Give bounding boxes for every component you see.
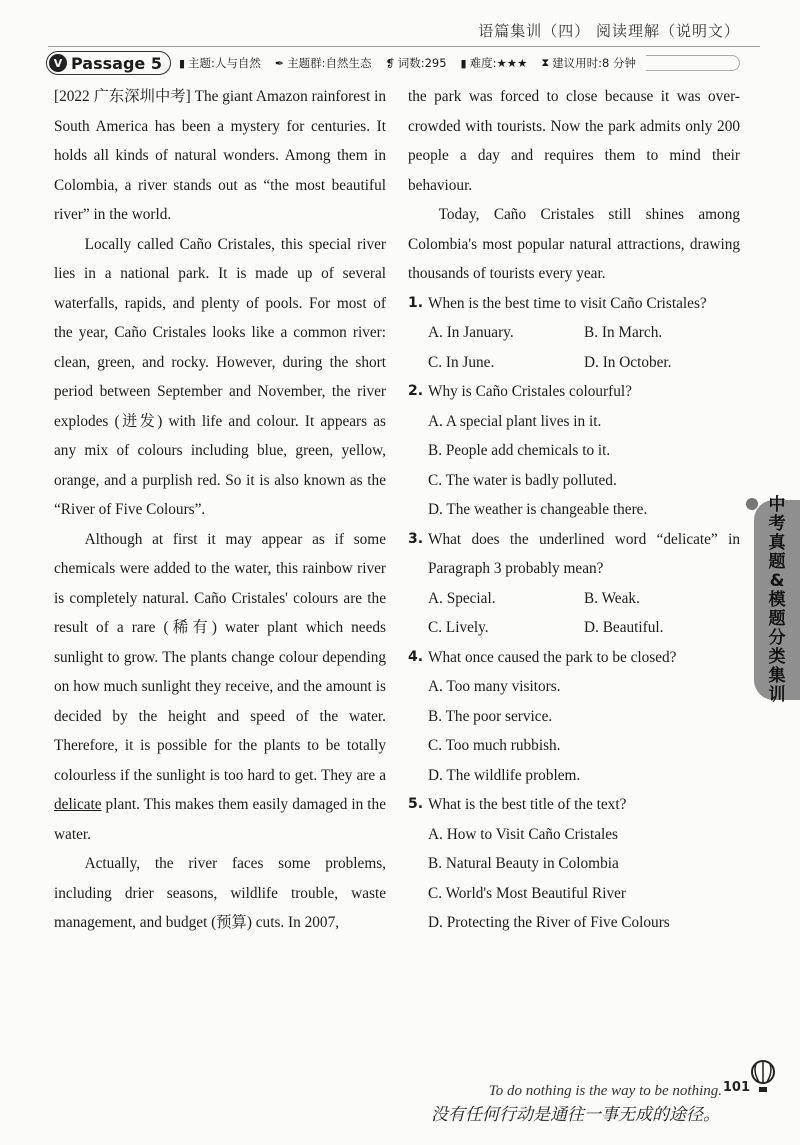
answer-option[interactable]: D. The weather is changeable there. — [428, 501, 648, 518]
paragraph-3: Although at first it may appear as if some chemicals were added to the water, this rainbow river is completely natural. Caño Cristales' colours are the result of a rare (稀有) water plant which needs sunlight to grow. The plants change colour depending on how much sunlight they receive, and the amount is decided by the height and speed of the water. Therefore, it is possible for the plants to be totally colourless if the sunlight is too hard to get. They are a delicate plant. This makes them easily damaged in the water. — [54, 530, 386, 843]
time-meta: ⧗ 建议用时:8 分钟 — [541, 56, 636, 70]
page-number: 101 — [722, 1080, 750, 1095]
underlined-word: delicate — [54, 796, 102, 813]
question-number: 4. — [408, 648, 424, 665]
article-left-column — [54, 82, 386, 938]
answer-option[interactable]: D. In October. — [584, 353, 672, 371]
question-stem — [408, 289, 740, 319]
option-row — [408, 613, 740, 643]
side-tab-char: 考 — [768, 513, 786, 534]
answer-option[interactable]: A. In January. — [428, 324, 514, 341]
question-1 — [408, 289, 740, 378]
footer-quote-en: To do nothing is the way to be nothing. — [488, 1083, 722, 1099]
answer-option[interactable]: C. Too much rubbish. — [428, 737, 561, 754]
difficulty-meta: ▮ 难度:★★★ — [460, 56, 528, 70]
question-number: 1. — [408, 294, 424, 311]
question-number: 2. — [408, 383, 424, 399]
question-text: Why is Caño Cristales colourful? — [428, 383, 632, 400]
answer-option[interactable]: D. Beautiful. — [584, 619, 664, 636]
balloon-icon — [750, 1060, 776, 1094]
question-stem — [408, 525, 740, 584]
side-tab-char: 类 — [768, 646, 786, 667]
answer-option[interactable]: B. In March. — [584, 324, 663, 341]
clock-icon: ⧗ — [541, 56, 550, 69]
answer-option[interactable]: B. People add chemicals to it. — [428, 442, 611, 459]
passage-title: Passage 5 — [71, 53, 162, 73]
word-count-meta: ❡ 词数:295 — [385, 56, 447, 70]
side-tab-char: 训 — [768, 684, 786, 705]
paragraph-5: Today, Caño Cristales still shines among Colombia's most popular natural attractions, drawing thousands of tourists every year. — [408, 206, 740, 282]
pen-icon: ✒ — [274, 56, 285, 70]
answer-option[interactable]: A. Too many visitors. — [428, 678, 561, 695]
side-tab-char: 真 — [768, 532, 786, 553]
answer-option[interactable]: B. Natural Beauty in Colombia — [428, 855, 619, 872]
question-2 — [408, 377, 740, 525]
side-tab-char: 模 — [768, 589, 786, 610]
theme-group-meta: ✒ 主题群:自然生态 — [274, 56, 372, 70]
question-stem — [408, 377, 740, 407]
theme-meta: ▮ 主题:人与自然 — [178, 56, 261, 70]
option-row — [408, 584, 740, 614]
answer-option[interactable]: B. Weak. — [584, 589, 640, 607]
answer-option[interactable]: D. The wildlife problem. — [428, 766, 581, 784]
paragraph-4: Actually, the river faces some problems, including drier seasons, wildlife trouble, waste management, and budget (预算) cuts. In 2007, — [54, 855, 386, 931]
question-5 — [408, 790, 740, 938]
side-tab-char: 集 — [768, 665, 786, 686]
paragraph-4-continued: the park was forced to close because it was over-crowded with tourists. Now the park admits only 200 people a day and requires them to mind their behaviour. — [408, 88, 740, 194]
answer-option[interactable]: C. The water is badly polluted. — [428, 471, 617, 489]
book-icon: ❡ — [385, 56, 395, 70]
paragraph-2: Locally called Caño Cristales, this special river lies in a national park. It is made up of several waterfalls, rapids, and plenty of pools. For most of the year, Caño Cristales looks like a common river: clean, green, and rocky. However, during the short period between September and November, the river explodes (迸发) with life and colour. It appears as any mix of colours including blue, green, yellow, orange, and a purplish red. So it is also known as the “River of Five Colours”. — [54, 235, 386, 518]
question-number: 5. — [408, 796, 424, 812]
question-3 — [408, 525, 740, 643]
option-row — [408, 318, 740, 348]
section-title: 语篇集训（四） 阅读理解（说明文） — [478, 22, 740, 40]
question-4 — [408, 643, 740, 791]
paragraph-1: [2022 广东深圳中考] The giant Amazon rainforest in South America has been a mystery for centuries. It holds all kinds of natural wonders. Among them in Colombia, a river stands out as “the most beautiful river” in the world. — [54, 88, 386, 223]
bar-frame — [646, 55, 740, 71]
question-text: What once caused the park to be closed? — [428, 648, 677, 666]
footer-quote-cn: 没有任何行动是通往一事无成的途径。 — [431, 1105, 720, 1125]
bars-icon: ▮ — [460, 56, 467, 70]
option-row — [408, 348, 740, 378]
side-tab-char: 分 — [768, 627, 786, 648]
side-tab-char: & — [769, 570, 785, 591]
side-tab — [754, 494, 800, 705]
side-tab-char: 题 — [768, 551, 786, 572]
question-number: 3. — [408, 530, 424, 547]
question-stem — [408, 790, 740, 820]
answer-option[interactable]: C. World's Most Beautiful River — [428, 884, 626, 902]
answer-option[interactable]: C. In June. — [428, 353, 495, 371]
answer-option[interactable]: B. The poor service. — [428, 707, 553, 725]
question-text: When is the best time to visit Caño Cristales? — [428, 294, 707, 312]
flag-icon: ▮ — [178, 56, 186, 70]
question-text: What does the underlined word “delicate” in Paragraph 3 probably mean? — [428, 530, 740, 577]
header-divider — [48, 46, 760, 47]
answer-option[interactable]: A. How to Visit Caño Cristales — [428, 825, 619, 843]
questions-list — [408, 289, 740, 938]
passage-label — [46, 51, 171, 75]
v-badge-icon: V — [49, 54, 67, 72]
answer-option[interactable]: A. Special. — [428, 589, 496, 607]
article-right-column — [408, 82, 740, 938]
answer-option[interactable]: D. Protecting the River of Five Colours — [428, 914, 670, 931]
answer-option[interactable]: A. A special plant lives in it. — [428, 412, 602, 430]
side-tab-char: 题 — [768, 608, 786, 629]
question-stem — [408, 643, 740, 673]
passage-info-bar — [46, 50, 740, 76]
side-tab-char: 中 — [768, 494, 786, 515]
question-text: What is the best title of the text? — [428, 796, 627, 813]
answer-option[interactable]: C. Lively. — [428, 619, 489, 636]
